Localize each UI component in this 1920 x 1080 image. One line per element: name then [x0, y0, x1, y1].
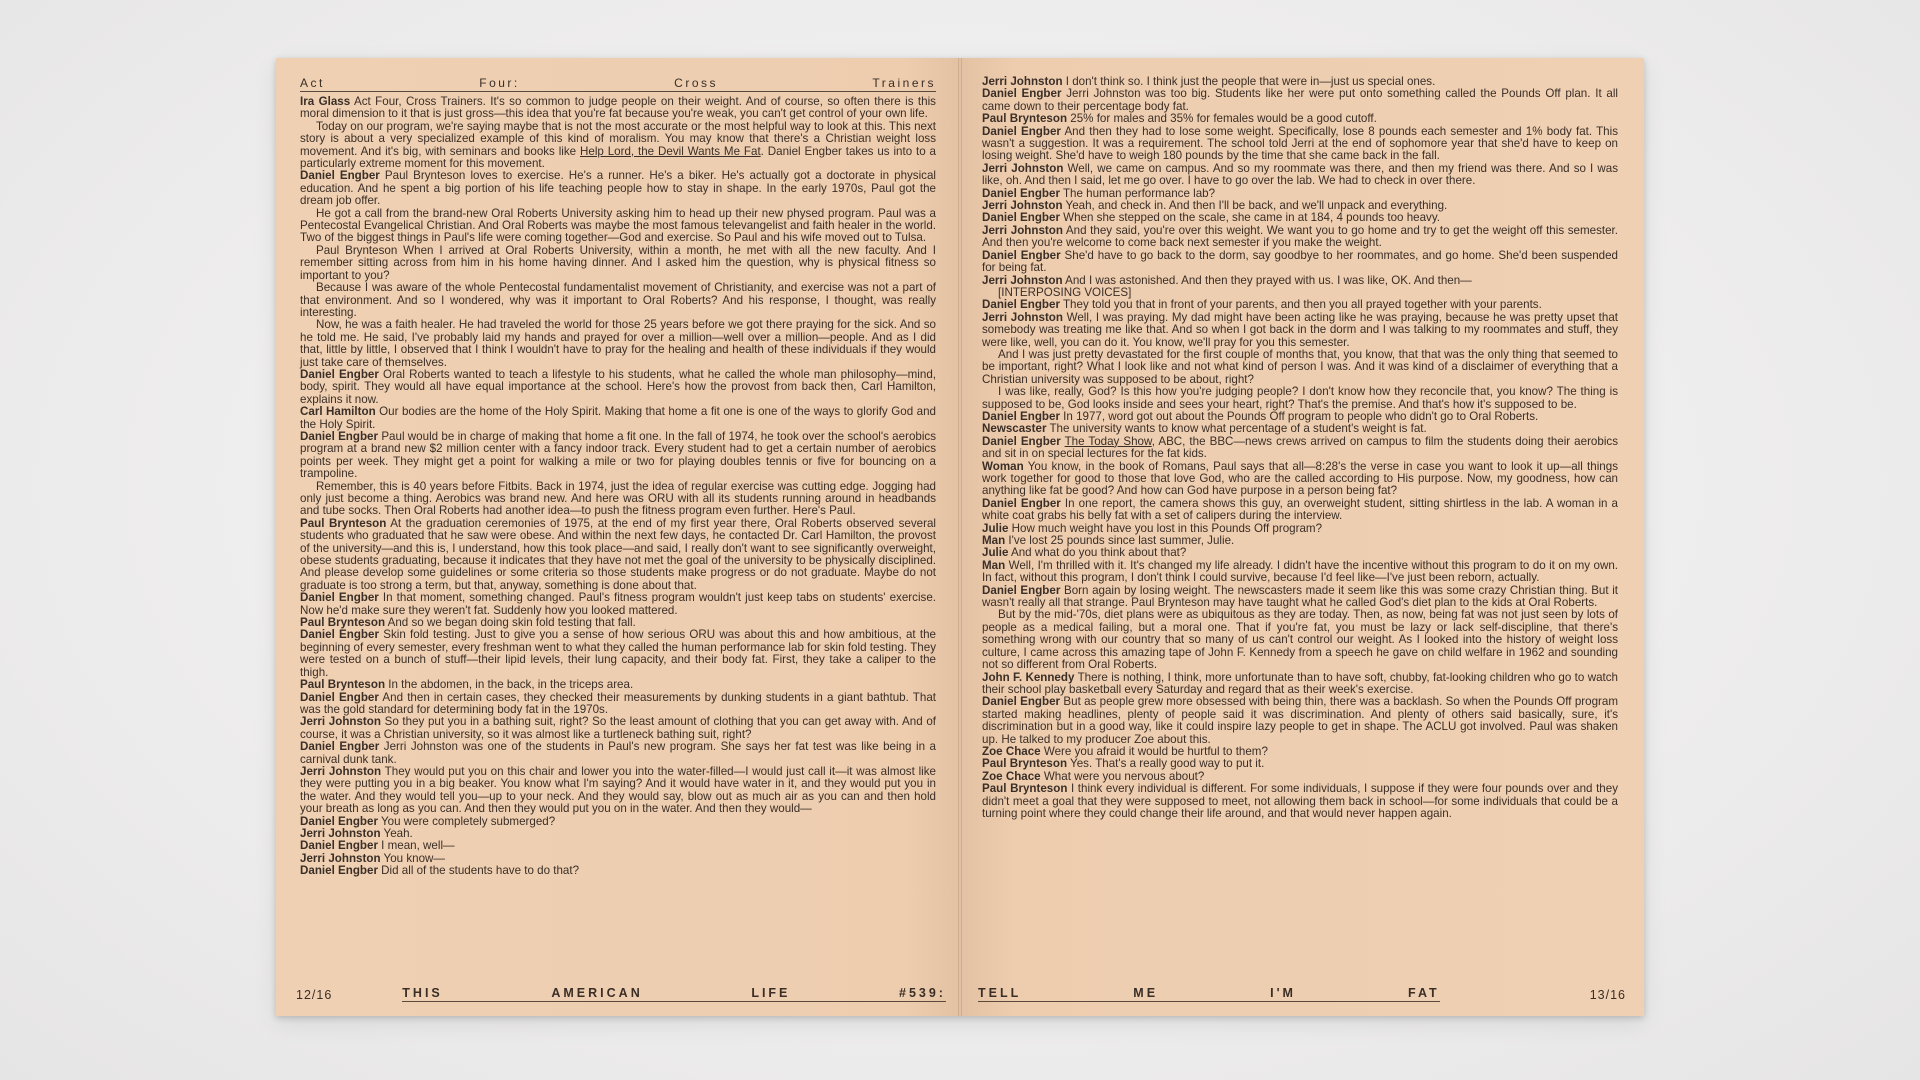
paragraph-text: Today on our program, we're saying maybe that is not the most accurate or the most helpful way to look at this. This next story is about a very specialized example of this kind of moralism. You may know that there's a Christian weight loss movement. And it's big, with seminars and books like — [300, 119, 936, 158]
paragraph-text: What were you nervous about? — [1040, 769, 1205, 783]
paragraph-text: , ABC, the BBC—news crews arrived on campus to film the students doing their aerobics and sit in on special lectures for the fat kids. — [982, 434, 1619, 461]
running-head-word: Four: — [479, 76, 520, 90]
speaker-name: Daniel Engber — [300, 628, 379, 642]
paragraph-text: Well, I was praying. My dad might have been acting like he was praying, because he was pretty upset that somebody was treating me like that. And so when I got back in the dorm and I was talking to my roommates and stuff, they were like, well, you can do it. You know, we'll pray for you this semester. — [982, 310, 1618, 349]
speaker-name: Jerri Johnston — [982, 75, 1063, 88]
paragraph-text: And I was astonished. And then they prayed with us. I was like, OK. And then— — [1062, 273, 1472, 287]
footer-word: TELL — [978, 986, 1022, 1000]
paragraph-text: I mean, well— — [377, 839, 455, 853]
speaker-name: Daniel Engber — [982, 496, 1061, 510]
transcript-paragraph — [982, 386, 1618, 411]
paragraph-text: In 1977, word got out about the Pounds Off program to people who didn't go to Oral Roberts. — [1059, 409, 1539, 423]
speaker-name: Jerri Johnston — [300, 764, 382, 778]
transcript-paragraph — [300, 629, 936, 679]
paragraph-text: Paul Brynteson loves to exercise. He's a runner. He's a biker. He's actually got a doctorate in physical education. And he spent a big portion of his life teaching people how to stay in shape. In the early 1970s, Paul got the dream job offer. — [300, 169, 937, 208]
transcript-paragraph — [300, 170, 936, 207]
paragraph-text: The university wants to know what percentage of a student's weight is fat. — [1046, 422, 1427, 436]
speaker-name: Daniel Engber — [982, 298, 1060, 312]
speaker-name: Jerri Johnston — [982, 161, 1064, 175]
footer-word: LIFE — [751, 986, 791, 1000]
transcript-paragraph — [300, 406, 936, 431]
running-head-word: Cross — [674, 76, 719, 90]
speaker-name: Daniel Engber — [982, 211, 1060, 225]
speaker-name: Jerri Johnston — [982, 223, 1063, 237]
transcript-paragraph — [982, 163, 1618, 188]
right-page — [960, 58, 1644, 1016]
paragraph-text: How much weight have you lost in this Pounds Off program? — [1008, 521, 1323, 535]
paragraph-text: I was like, really, God? Is this how you're judging people? I don't know how they reconcile that, you know? The thing is supposed to be, God looks inside and sees your heart, right? That's the premise. And that's how it's supposed to be. — [982, 385, 1618, 411]
paragraph-text: I think every individual is different. For some individuals, I suppose if they were four pounds over and they didn't meet a goal that they were supposed to meet, not allowing them back in school—for some individuals that could be a turning point where they could change their life around, and that would never happen again. — [982, 782, 1618, 820]
speaker-name: Paul Brynteson — [982, 782, 1068, 796]
speaker-name: Ira Glass — [300, 95, 351, 108]
running-head — [300, 76, 936, 92]
paragraph-text: Our bodies are the home of the Holy Spirit. Making that home a fit one is one of the ways to glorify God and the Holy Spirit. — [300, 405, 936, 431]
speaker-name: Daniel Engber — [982, 87, 1062, 101]
paragraph-text: They would put you on this chair and lower you into the water-filled—I would just call it—it was almost like they were putting you in a big beaker. You know what I'm saying? And it would have water in it, and they would put you in the water. And they would tell you—up to your neck. And they would say, blow out as much air as you can and then hold your breath as long as you can. And then they would put you on in the water. And then they would— — [300, 764, 936, 816]
transcript-paragraph — [982, 672, 1618, 697]
page-number: 12/16 — [296, 988, 333, 1002]
paragraph-text: You know— — [380, 851, 445, 865]
speaker-name: John F. Kennedy — [982, 670, 1075, 684]
underlined-title: The Today Show — [1064, 434, 1152, 448]
paragraph-text: She'd have to go back to the dorm, say goodbye to her roommates, and go home. She'd been suspended for being fat. — [982, 248, 1619, 275]
paragraph-text: Remember, this is 40 years before Fitbits. Back in 1974, just the idea of regular exercise was cutting edge. Jogging had only just become a thing. Aerobics was brand new. And here was ORU with all its students running around in headbands and tube socks. Then Oral Roberts had another idea—to push the fitness program even further. Here's Paul. — [300, 479, 936, 518]
paragraph-text: Act Four, Cross Trainers. It's so common to judge people on their weight. And of course, so often there is this moral dimension to it that is just gross—this idea that you're fat because you're weak, you can't get control of your own life. — [300, 95, 936, 121]
paragraph-text: And then in certain cases, they checked their measurements by dunking students in a giant bathtub. That was the gold standard for determining body fat in the 1970s. — [300, 690, 936, 716]
paragraph-text: Jerri Johnston was one of the students in Paul's new program. She says her fat test was like being in a carnival dunk tank. — [300, 740, 937, 766]
footer-word: THIS — [402, 986, 443, 1000]
speaker-name: Daniel Engber — [300, 367, 379, 381]
paragraph-text: When she stepped on the scale, she came in at 184, 4 pounds too heavy. — [1059, 211, 1441, 225]
transcript-paragraph — [300, 716, 936, 741]
speaker-name: Daniel Engber — [982, 124, 1061, 138]
speaker-name: Man — [982, 558, 1006, 572]
paragraph-text: [INTERPOSING VOICES] — [998, 285, 1132, 299]
magazine-spread — [276, 58, 1644, 1016]
footer-episode-title — [978, 986, 1440, 1002]
paragraph-text: In one report, the camera shows this guy, an overweight student, sitting shirtless in the lab. A woman in a white coat grabs his belly fat with a set of calipers during the interview. — [982, 496, 1619, 523]
transcript-paragraph — [300, 245, 936, 282]
transcript-paragraph — [300, 208, 936, 245]
speaker-name: Jerri Johnston — [982, 273, 1063, 287]
paragraph-text: Oral Roberts wanted to teach a lifestyle to his students, what he called the whole man philosophy—mind, body, spirit. They would all have equal importance at the school. Here's how the provost from back then, Carl Hamilton, explains it now. — [300, 367, 936, 406]
speaker-name: Paul Brynteson — [300, 616, 386, 630]
paragraph-text: And then they had to lose some weight. Specifically, lose 8 pounds each semester and 1% body fat. This wasn't a suggestion. It was a requirement. The school told Jerri at the end of sophomore year that she'd have to keep on losing weight. She'd have to weigh 180 pounds by the time that she came back in the fall. — [982, 124, 1618, 163]
footer-word: I'M — [1270, 986, 1296, 1000]
speaker-name: Daniel Engber — [982, 583, 1061, 597]
speaker-name: Jerri Johnston — [300, 715, 381, 729]
paragraph-text: And so we began doing skin fold testing that fall. — [385, 616, 636, 630]
transcript-paragraph — [300, 369, 936, 406]
page-footer-right — [960, 986, 1644, 1002]
footer-word: #539: — [899, 986, 946, 1000]
paragraph-text: Well, I'm thrilled with it. It's changed my life already. I didn't have the incentive without this program to do it on my own. In fact, without this program, I don't think I could survive, because I'd feel like—I've just been reborn, actually. — [982, 558, 1618, 585]
speaker-name: Daniel Engber — [300, 690, 379, 704]
paragraph-text: And they said, you're over this weight. We want you to go home and try to get the weight off this semester. And then you're welcome to come back next semester if you make the weight. — [982, 223, 1618, 250]
transcript-paragraph — [300, 121, 936, 171]
underlined-title: Help Lord, the Devil Wants Me Fat — [580, 144, 761, 158]
speaker-name: Julie — [982, 546, 1009, 560]
paragraph-text: Paul would be in charge of making that home a fit one. In the fall of 1974, he took over the school's aerobics program at a brand new $2 million center with a fancy indoor track. Every student had to get a certain number of aerobics points per week. They might get a point for walking a mile or two for playing doubles tennis or five for bouncing on a trampoline. — [300, 429, 937, 481]
transcript-paragraph — [300, 319, 936, 369]
transcript-paragraph — [300, 741, 936, 766]
speaker-name: Daniel Engber — [300, 740, 380, 754]
transcript-text-right — [982, 76, 1618, 820]
transcript-text-left — [300, 96, 936, 878]
transcript-paragraph — [300, 518, 936, 592]
paragraph-text: At the graduation ceremonies of 1975, at the end of my first year there, Oral Roberts observed several students who graduated that he saw were obese. And within the next few days, he contacted Dr. Carl Hamilton, the provost of the university—and this is, I understand, how this took place—and said, I really don't want to see significantly overweight, obese students graduating, because it indicates that they have not met the goal of the university to be physically disciplined. And please develop some guidelines or some criteria so those students make progress or do not graduate. Maybe do not graduate is too strong a term, but that, anyway, something is done about that. — [300, 516, 936, 592]
paragraph-text: So they put you in a bathing suit, right? So the least amount of clothing that you can get away with. And of course, it was a Christian university, so it was almost like a turtleneck bathing suit, right? — [300, 715, 936, 741]
speaker-name: Daniel Engber — [300, 814, 378, 828]
speaker-name: Paul Brynteson — [300, 678, 386, 692]
speaker-name: Daniel Engber — [300, 591, 379, 605]
paragraph-text: Jerri Johnston was too big. Students like her were put onto something called the Pounds Off plan. It all came down to their percentage body fat. — [982, 87, 1619, 113]
speaker-name: Daniel Engber — [300, 169, 380, 183]
paragraph-text: I've lost 25 pounds since last summer, Julie. — [1005, 534, 1235, 548]
transcript-paragraph — [300, 431, 936, 481]
paragraph-text: . Daniel Engber takes us into to a particularly extreme moment for this movement. — [300, 144, 937, 171]
transcript-paragraph — [982, 126, 1618, 163]
transcript-paragraph — [982, 560, 1618, 585]
speaker-name: Carl Hamilton — [300, 405, 376, 419]
paragraph-text: Now, he was a faith healer. He had traveled the world for those 25 years before we got there praying for the sick. And so he told me. He said, I've probably laid my hands and prayed for over a million—well over a million—people. And as I did that, little by little, I observed that I think I wouldn't have to pray for the healing and health of these individuals if they would just take care of themselves. — [300, 318, 936, 369]
transcript-paragraph — [300, 865, 936, 877]
running-head-word: Trainers — [872, 76, 936, 90]
speaker-name: Man — [982, 534, 1006, 548]
speaker-name: Paul Brynteson — [982, 112, 1068, 126]
speaker-name: Daniel Engber — [300, 864, 378, 878]
paragraph-text: Born again by losing weight. The newscasters made it seem like this was some crazy Christian thing. But it wasn't really all that strange. Paul Brynteson may have taught what he called God's diet plan to the kids at Oral Roberts. — [982, 583, 1619, 610]
speaker-name: Jerri Johnston — [300, 826, 381, 840]
transcript-paragraph — [982, 609, 1618, 671]
paragraph-text: There is nothing, I think, more unfortunate than to have soft, chubby, fat-looking children who go to watch their school play basketball every Saturday and regard that as their week's exercise. — [982, 670, 1618, 696]
transcript-paragraph — [982, 88, 1618, 113]
transcript-paragraph — [300, 592, 936, 617]
speaker-name: Daniel Engber — [300, 429, 379, 443]
paragraph-text: Yeah. — [380, 826, 413, 840]
left-page — [276, 58, 960, 1016]
speaker-name: Newscaster — [982, 422, 1047, 436]
paragraph-text: He got a call from the brand-new Oral Roberts University asking him to head up their new physed program. Paul was a Pentecostal Evangelical Christian. And Oral Roberts was maybe the most famous televangelist and faith healer in the world. Two of the biggest things in Paul's life were coming together—God and exercise. So Paul and his wife moved out to Tulsa. — [300, 206, 936, 245]
paragraph-text: Were you afraid it would be hurtful to them? — [1040, 744, 1268, 758]
transcript-paragraph — [982, 436, 1618, 461]
speaker-name: Daniel Engber — [300, 839, 378, 853]
speaker-name: Daniel Engber — [982, 409, 1060, 423]
transcript-paragraph — [982, 250, 1618, 275]
transcript-paragraph — [300, 766, 936, 816]
transcript-paragraph — [300, 96, 936, 121]
footer-word: FAT — [1408, 986, 1440, 1000]
footer-word: ME — [1133, 986, 1159, 1000]
speaker-name: Daniel Engber — [982, 434, 1061, 448]
speaker-name: Zoe Chace — [982, 769, 1041, 783]
speaker-name: Daniel Engber — [982, 186, 1060, 200]
paragraph-text: The human performance lab? — [1059, 186, 1216, 200]
paragraph-text: Skin fold testing. Just to give you a sense of how serious ORU was about this and how ambitious, at the beginning of every semester, every freshman went to what they called the human performance lab for skin fold testing. They were tested on a bunch of stuff—their lipid levels, their lung capacity, and their body fat. First, they take a caliper to the thigh. — [300, 628, 936, 679]
footer-word: AMERICAN — [551, 986, 643, 1000]
paragraph-text: But by the mid-'70s, diet plans were as ubiquitous as they are today. Then, as now, being fat was not just seen by lots of people as a medical failing, but a moral one. That if you're fat, you must be lazy or lack self-discipline, that there's something wrong with our country that so many of us can't control our weight. As I looked into the history of weight loss culture, I came across this amazing tape of John F. Kennedy from a speech he gave on child welfare in 1962 and sounding not so different from Oral Roberts. — [982, 608, 1618, 672]
transcript-paragraph — [982, 461, 1618, 498]
spine-gutter — [958, 58, 962, 1016]
speaker-name: Paul Brynteson — [300, 516, 387, 530]
paragraph-text: They told you that in front of your parents, and then you all prayed together with your parents. — [1059, 298, 1542, 312]
transcript-paragraph — [300, 692, 936, 717]
speaker-name: Jerri Johnston — [982, 310, 1063, 324]
transcript-paragraph — [982, 349, 1618, 386]
paragraph-text: And I was just pretty devastated for the first couple of months that, you know, that that was the only thing that seemed to be important, right? What I look like and not what kind of person I was. And it was kind of a disclaimer of everything that a Christian university was supposed to be about, right? — [982, 347, 1618, 386]
transcript-paragraph — [982, 696, 1618, 746]
page-number: 13/16 — [1589, 988, 1626, 1002]
transcript-paragraph — [982, 783, 1618, 820]
speaker-name: Woman — [982, 459, 1024, 473]
speaker-name: Daniel Engber — [982, 695, 1061, 709]
paragraph-text: In the abdomen, in the back, in the triceps area. — [385, 678, 634, 692]
page-footer-left — [276, 986, 960, 1002]
paragraph-text: In that moment, something changed. Paul's fitness program wouldn't just keep tabs on students' exercise. Now he'd make sure they weren't fat. Suddenly how you looked mattered. — [300, 591, 936, 617]
transcript-paragraph — [982, 225, 1618, 250]
paragraph-text: I don't think so. I think just the people that were in—just us special ones. — [1062, 75, 1436, 88]
paragraph-text: Paul Brynteson When I arrived at Oral Roberts University, within a month, he met with all the new faculty. And I remember sitting across from him in his home having dinner. And I asked him the question, why is physical fitness so important to you? — [300, 243, 936, 282]
transcript-paragraph — [982, 498, 1618, 523]
footer-show-title — [402, 986, 946, 1002]
paragraph-text: And what do you think about that? — [1008, 546, 1187, 560]
paragraph-text: Yeah, and check in. And then I'll be back, and we'll unpack and everything. — [1062, 199, 1448, 213]
paragraph-text: You know, in the book of Romans, Paul says that all—8:28's the verse in case you want to look it up—all things work together for good to those that love God, who are the called according to His purpose. Now, my goodness, how can anything like fat be good? And how can God have purpose in a person being fat? — [982, 459, 1618, 498]
paragraph-text: But as people grew more obsessed with being thin, there was a backlash. So when the Pounds Off program started making headlines, plenty of people said it was discrimination. And plenty of others said basically, sure, it's discrimination but in a good way, like it could inspire lazy people to get in shape. The ACLU got involved. Paul was shaken up. He talked to my producer Zoe about this. — [982, 695, 1618, 746]
paragraph-text: Well, we came on campus. And so my roommate was there, and then my friend was there. And so I was like, oh. And then I said, let me go over. I have to go over the lab. We had to check in over there. — [982, 161, 1619, 188]
transcript-paragraph — [982, 585, 1618, 610]
speaker-name: Paul Brynteson — [982, 757, 1068, 771]
paragraph-text: Because I was aware of the whole Pentecostal fundamentalist movement of Christianity, and exercise was not a part of that environment. And so I wondered, why was it important to Oral Roberts? And his response, I thought, was really interesting. — [300, 281, 936, 319]
paragraph-text: 25% for males and 35% for females would be a good cutoff. — [1067, 112, 1377, 126]
speaker-name: Zoe Chace — [982, 744, 1041, 758]
paragraph-text: Did all of the students have to do that? — [377, 864, 580, 878]
speaker-name: Jerri Johnston — [982, 199, 1063, 213]
paragraph-text: You were completely submerged? — [377, 814, 556, 828]
transcript-paragraph — [300, 481, 936, 518]
transcript-paragraph — [982, 312, 1618, 349]
speaker-name: Julie — [982, 521, 1009, 535]
paragraph-text: Yes. That's a really good way to put it. — [1067, 757, 1265, 771]
transcript-paragraph — [300, 282, 936, 319]
speaker-name: Jerri Johnston — [300, 851, 381, 865]
speaker-name: Daniel Engber — [982, 248, 1061, 262]
running-head-word: Act — [300, 76, 325, 90]
